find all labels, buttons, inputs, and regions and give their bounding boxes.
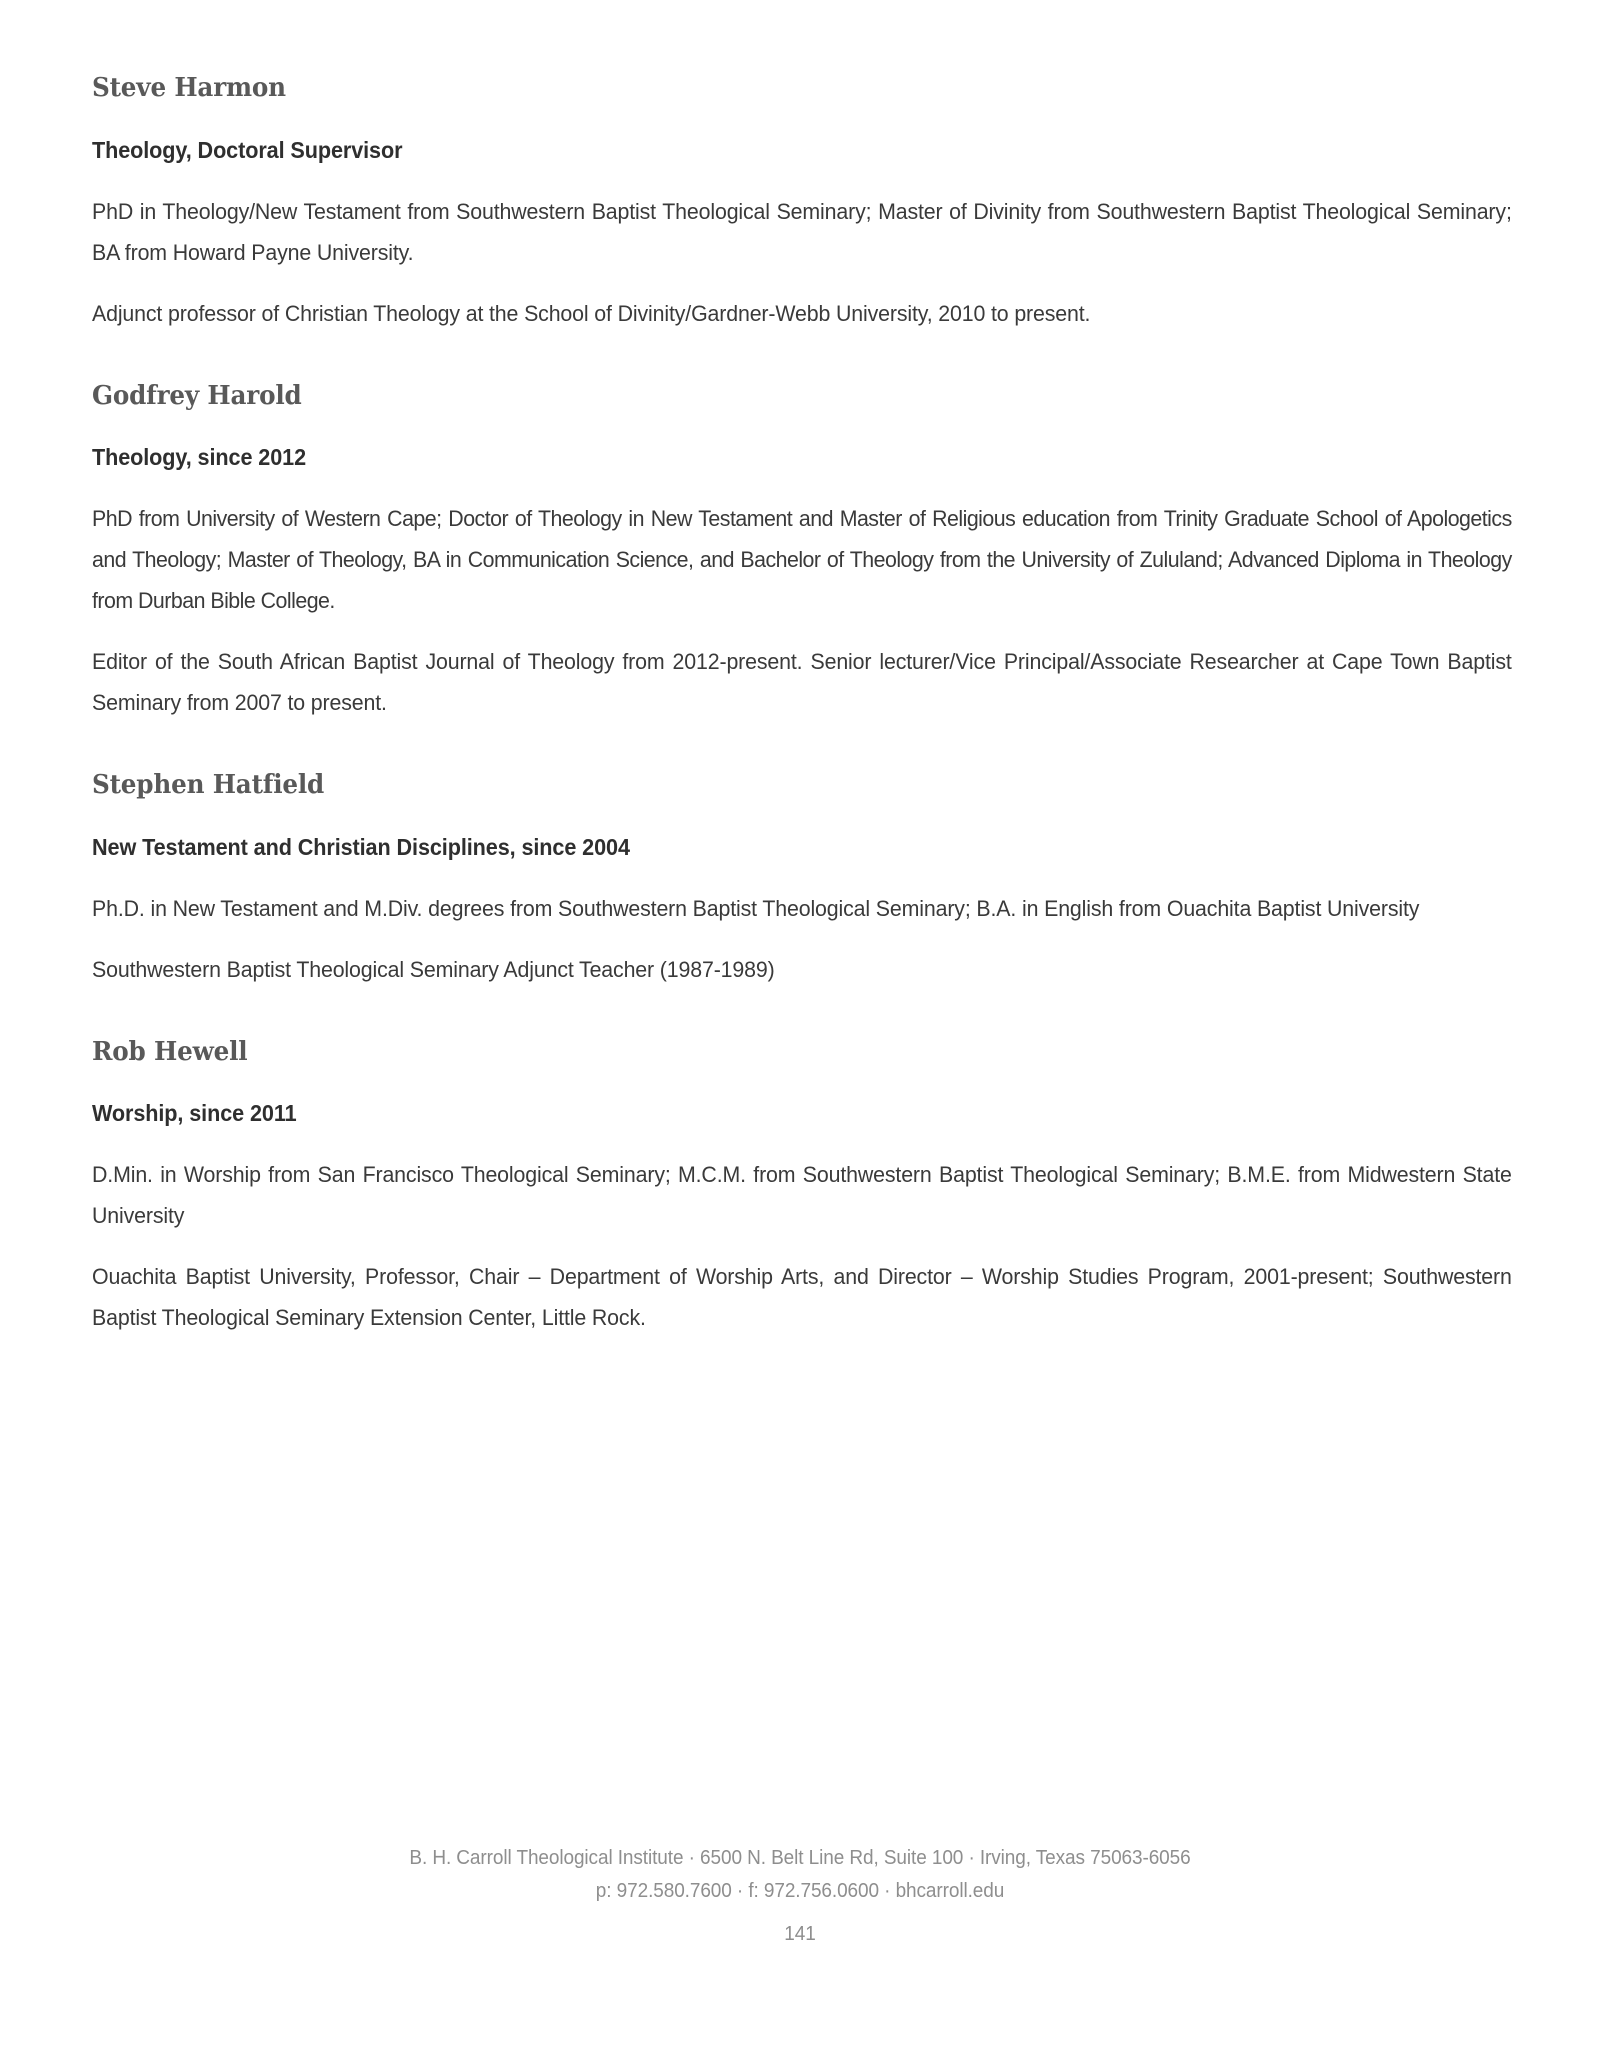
spacer	[92, 1067, 1512, 1099]
person-paragraph: Editor of the South African Baptist Journal of Theology from 2012-present. Senior lecturer/Vice Principal/Associate Researcher at Cape Town Baptist Seminary from 2007 to present.	[92, 649, 1512, 716]
person-name-heading: Godfrey Harold	[92, 379, 302, 411]
spacer	[92, 334, 1512, 380]
spacer	[92, 723, 1512, 769]
person-entry	[92, 1036, 1512, 1339]
person-name-heading: Rob Hewell	[92, 1035, 248, 1067]
person-paragraph: PhD from University of Western Cape; Doctor of Theology in New Testament and Master of Religious education from Trinity Graduate School of Apologetics and Theology; Master of Theology, BA in Communication Science, and Bachelor of Theology from the University of Zululand; Advanced Diploma in Theology from Durban Bible College.	[92, 506, 1512, 614]
person-entry	[92, 769, 1512, 990]
spacer	[92, 929, 1512, 949]
footer-address-line: B. H. Carroll Theological Institute · 6500 N. Belt Line Rd, Suite 100 · Irving, Texas 75063-6056	[409, 1847, 1191, 1869]
person-role-heading: Theology, Doctoral Supervisor	[92, 136, 403, 163]
person-role-heading: Worship, since 2011	[92, 1100, 297, 1127]
spacer	[92, 1128, 1512, 1154]
footer-contact-line: p: 972.580.7600 · f: 972.756.0600 · bhcarroll.edu	[595, 1880, 1005, 1902]
person-paragraph: Southwestern Baptist Theological Seminary Adjunct Teacher (1987-1989)	[92, 956, 775, 982]
person-name-heading: Stephen Hatfield	[92, 769, 325, 801]
spacer	[92, 104, 1512, 136]
spacer	[92, 801, 1512, 833]
spacer	[92, 862, 1512, 888]
spacer	[92, 472, 1512, 498]
spacer	[92, 990, 1512, 1036]
spacer	[92, 1236, 1512, 1256]
person-paragraph: D.Min. in Worship from San Francisco Theological Seminary; M.C.M. from Southwestern Baptist Theological Seminary; B.M.E. from Midwestern State University	[92, 1162, 1512, 1229]
person-paragraph: Ouachita Baptist University, Professor, Chair – Department of Worship Arts, and Director – Worship Studies Program, 2001-present; Southwestern Baptist Theological Seminary Extension Center, Little Rock.	[92, 1264, 1512, 1331]
person-paragraph: Adjunct professor of Christian Theology at the School of Divinity/Gardner-Webb University, 2010 to present.	[92, 300, 1091, 326]
person-role-heading: Theology, since 2012	[92, 444, 307, 471]
spacer	[92, 273, 1512, 293]
person-paragraph: Ph.D. in New Testament and M.Div. degrees from Southwestern Baptist Theological Seminary; B.A. in English from Ouachita Baptist University	[92, 895, 1420, 921]
person-name-heading: Steve Harmon	[92, 72, 286, 103]
spacer	[92, 411, 1512, 443]
person-entry	[92, 380, 1512, 724]
person-paragraph: PhD in Theology/New Testament from Southwestern Baptist Theological Seminary; Master of Divinity from Southwestern Baptist Theological Seminary; BA from Howard Payne University.	[92, 198, 1512, 265]
person-entry	[92, 72, 1512, 334]
page-footer	[0, 1842, 1600, 1951]
spacer	[92, 621, 1512, 641]
page-number: 141	[784, 1923, 816, 1945]
spacer	[92, 165, 1512, 191]
person-role-heading: New Testament and Christian Disciplines, since 2004	[92, 833, 630, 860]
page-content	[92, 72, 1512, 1338]
